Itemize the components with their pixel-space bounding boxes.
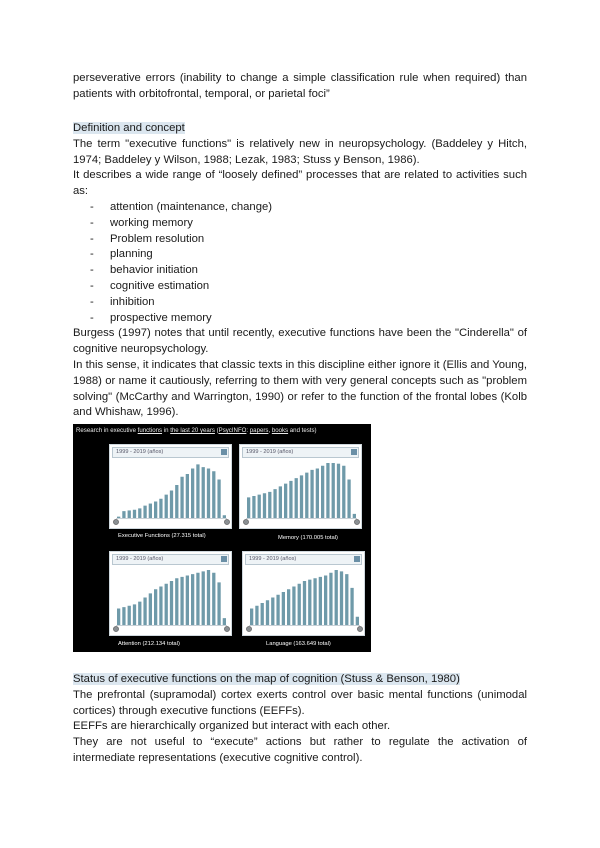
bar-2017 bbox=[212, 471, 215, 518]
bar-2010 bbox=[175, 578, 178, 625]
bar-2012 bbox=[186, 576, 189, 626]
bar-2000 bbox=[122, 607, 125, 625]
bar-2005 bbox=[149, 504, 152, 518]
range-end-handle[interactable] bbox=[357, 626, 362, 631]
bar-2012 bbox=[316, 469, 319, 519]
list-item: - prospective memory bbox=[90, 311, 527, 327]
bar-2009 bbox=[170, 491, 173, 519]
bar-2010 bbox=[305, 473, 308, 518]
bar-2015 bbox=[332, 463, 335, 518]
bar-2003 bbox=[138, 602, 141, 625]
caption-memory: Memory (170.005 total) bbox=[278, 535, 338, 541]
chart-panel-memory bbox=[239, 444, 362, 529]
bar-2000 bbox=[122, 511, 125, 518]
bar-2001 bbox=[261, 603, 264, 625]
bar-2003 bbox=[271, 598, 274, 626]
bar-2019 bbox=[356, 617, 359, 625]
bar-2008 bbox=[298, 584, 301, 625]
caption-executive-functions: Executive Functions (27.315 total) bbox=[118, 533, 206, 539]
bar-2013 bbox=[324, 576, 327, 626]
bar-2012 bbox=[186, 474, 189, 518]
bar-2005 bbox=[279, 486, 282, 518]
process-list bbox=[73, 200, 527, 326]
bar-2014 bbox=[329, 573, 332, 625]
bar-2018 bbox=[217, 480, 220, 519]
bar-2007 bbox=[292, 587, 295, 626]
bar-2014 bbox=[196, 573, 199, 625]
bar-2006 bbox=[287, 589, 290, 625]
range-end-handle[interactable] bbox=[224, 519, 229, 524]
bar-2001 bbox=[128, 606, 131, 625]
bar-2016 bbox=[207, 469, 210, 519]
language-bar-chart bbox=[243, 552, 366, 637]
bar-2017 bbox=[345, 574, 348, 625]
research-figure bbox=[73, 424, 371, 652]
list-item: - cognitive estimation bbox=[90, 279, 527, 295]
range-label-text: 1999 - 2019 (años) bbox=[116, 449, 164, 455]
bar-2000 bbox=[255, 606, 258, 625]
figure-title bbox=[76, 427, 368, 435]
range-start-handle[interactable] bbox=[243, 519, 248, 524]
figure-title-part: in bbox=[162, 427, 171, 434]
bar-2018 bbox=[217, 582, 220, 625]
range-label-text: 1999 - 2019 (años) bbox=[249, 556, 297, 562]
range-label-text: 1999 - 2019 (años) bbox=[246, 449, 294, 455]
bar-2002 bbox=[133, 604, 136, 625]
figure-title-part: and tests) bbox=[288, 427, 317, 434]
bar-2015 bbox=[202, 467, 205, 518]
figure-title-link: PsycINFO bbox=[218, 427, 247, 434]
bar-1999 bbox=[250, 609, 253, 626]
bar-2007 bbox=[289, 481, 292, 518]
bar-2006 bbox=[284, 484, 287, 518]
definition-paragraph-1: The term "executive functions" is relatively new in neuropsychology. (Baddeley y Hitch, 1974; Baddeley y Wilson, 1988; Lezak, 1983; Stuss y Benson, 1986). bbox=[73, 137, 527, 166]
status-heading-text: Status of executive functions on the map of cognition (Stuss & Benson, 1980) bbox=[73, 673, 460, 685]
bar-2002 bbox=[133, 510, 136, 518]
chart-panel-executive-functions bbox=[109, 444, 232, 529]
bar-2008 bbox=[295, 478, 298, 518]
status-paragraph-2: EEFFs are hierarchically organized but interact with each other. bbox=[73, 720, 391, 733]
bar-2014 bbox=[326, 463, 329, 518]
bar-2006 bbox=[154, 589, 157, 625]
bar-2001 bbox=[258, 495, 261, 518]
list-item: - behavior initiation bbox=[90, 263, 527, 279]
bar-2019 bbox=[223, 618, 226, 625]
bar-2004 bbox=[143, 506, 146, 518]
bar-2001 bbox=[128, 510, 131, 518]
range-start-handle[interactable] bbox=[113, 519, 118, 524]
range-start-handle[interactable] bbox=[113, 626, 118, 631]
bar-2011 bbox=[313, 578, 316, 625]
definition-paragraph-3: Burgess (1997) notes that until recently, executive functions have been the "Cinderella" of cognitive neuropsychology. bbox=[73, 327, 527, 356]
bar-2016 bbox=[207, 570, 210, 625]
bar-2004 bbox=[276, 595, 279, 625]
bar-2018 bbox=[350, 588, 353, 625]
bar-2008 bbox=[165, 584, 168, 625]
bar-1999 bbox=[117, 517, 120, 518]
figure-title-link: books bbox=[271, 427, 289, 434]
chart-panel-language bbox=[242, 551, 365, 636]
range-start-handle[interactable] bbox=[246, 626, 251, 631]
status-section bbox=[73, 672, 527, 767]
list-item: - working memory bbox=[90, 216, 527, 232]
range-end-handle[interactable] bbox=[224, 626, 229, 631]
bar-2017 bbox=[212, 573, 215, 625]
list-item: - Problem resolution bbox=[90, 232, 527, 248]
bar-2019 bbox=[353, 514, 356, 518]
bar-1999 bbox=[247, 497, 250, 518]
figure-title-part: , bbox=[268, 427, 272, 434]
bar-2016 bbox=[340, 571, 343, 625]
bar-2003 bbox=[268, 492, 271, 518]
figure-title-part: ( bbox=[214, 427, 219, 434]
bar-2002 bbox=[266, 600, 269, 625]
status-heading bbox=[73, 672, 527, 688]
bar-2007 bbox=[159, 587, 162, 626]
definition-section bbox=[73, 121, 527, 421]
bar-2016 bbox=[337, 464, 340, 518]
bar-2010 bbox=[175, 485, 178, 518]
attention-bar-chart bbox=[110, 552, 233, 637]
bar-2009 bbox=[300, 475, 303, 518]
bar-2008 bbox=[165, 495, 168, 518]
bar-2007 bbox=[159, 499, 162, 518]
status-paragraph-3: They are not useful to “execute” actions but rather to regulate the activation of intermediate representations (executive cognitive control). bbox=[73, 736, 527, 764]
bar-2004 bbox=[273, 489, 276, 518]
definition-paragraph-4: In this sense, it indicates that classic texts in this discipline either ignore it (Ellis and Young, 1988) or name it cautiously, referring to them with very general concepts such as "problem solving" (McCarthy and Warrington, 1990) or refer to the function of the frontal lobes (Kolb and Whishaw, 1996). bbox=[73, 358, 527, 419]
bar-1999 bbox=[117, 609, 120, 626]
bar-2013 bbox=[191, 574, 194, 625]
intro-paragraph: perseverative errors (inability to change a simple classification rule when required) than patients with orbitofrontal, temporal, or parietal foci” bbox=[73, 72, 527, 100]
bar-2017 bbox=[342, 466, 345, 518]
bar-2018 bbox=[347, 480, 350, 519]
figure-title-link: functions bbox=[137, 427, 163, 434]
bar-2013 bbox=[191, 469, 194, 519]
list-item: - attention (maintenance, change) bbox=[90, 200, 527, 216]
bar-2009 bbox=[170, 581, 173, 625]
range-end-handle[interactable] bbox=[354, 519, 359, 524]
status-paragraph-1: The prefrontal (supramodal) cortex exerts control over basic mental functions (unimodal cortices) through executive functions (EEFFs). bbox=[73, 688, 527, 717]
bar-2010 bbox=[308, 580, 311, 625]
definition-heading bbox=[73, 121, 527, 137]
bar-2005 bbox=[282, 592, 285, 625]
definition-paragraph-2: It describes a wide range of “loosely defined” processes that are related to activities such as: bbox=[73, 169, 527, 198]
bar-2015 bbox=[335, 570, 338, 625]
bar-2009 bbox=[303, 581, 306, 625]
bar-2000 bbox=[252, 496, 255, 518]
memory-bar-chart bbox=[240, 445, 363, 530]
bar-2012 bbox=[319, 577, 322, 625]
figure-title-link: papers bbox=[249, 427, 269, 434]
range-label-text: 1999 - 2019 (años) bbox=[116, 556, 164, 562]
bar-2011 bbox=[310, 470, 313, 518]
figure-title-link: the last 20 years bbox=[170, 427, 215, 434]
bar-2013 bbox=[321, 466, 324, 518]
list-item: - planning bbox=[90, 247, 527, 263]
figure-title-part: Research in executive bbox=[76, 427, 138, 434]
bar-2006 bbox=[154, 502, 157, 519]
bar-2004 bbox=[143, 598, 146, 626]
executive-functions-bar-chart bbox=[110, 445, 233, 530]
bar-2014 bbox=[196, 464, 199, 518]
figure-title-part: : bbox=[246, 427, 250, 434]
caption-language: Language (163.649 total) bbox=[266, 641, 331, 647]
bar-2003 bbox=[138, 508, 141, 518]
definition-heading-text: Definition and concept bbox=[73, 122, 185, 134]
chart-panel-attention bbox=[109, 551, 232, 636]
bar-2015 bbox=[202, 571, 205, 625]
bar-2011 bbox=[180, 477, 183, 518]
list-item: - inhibition bbox=[90, 295, 527, 311]
bar-2005 bbox=[149, 593, 152, 625]
caption-attention: Attention (212.134 total) bbox=[118, 641, 180, 647]
bar-2002 bbox=[263, 493, 266, 518]
bar-2019 bbox=[223, 515, 226, 518]
bar-2011 bbox=[180, 577, 183, 625]
